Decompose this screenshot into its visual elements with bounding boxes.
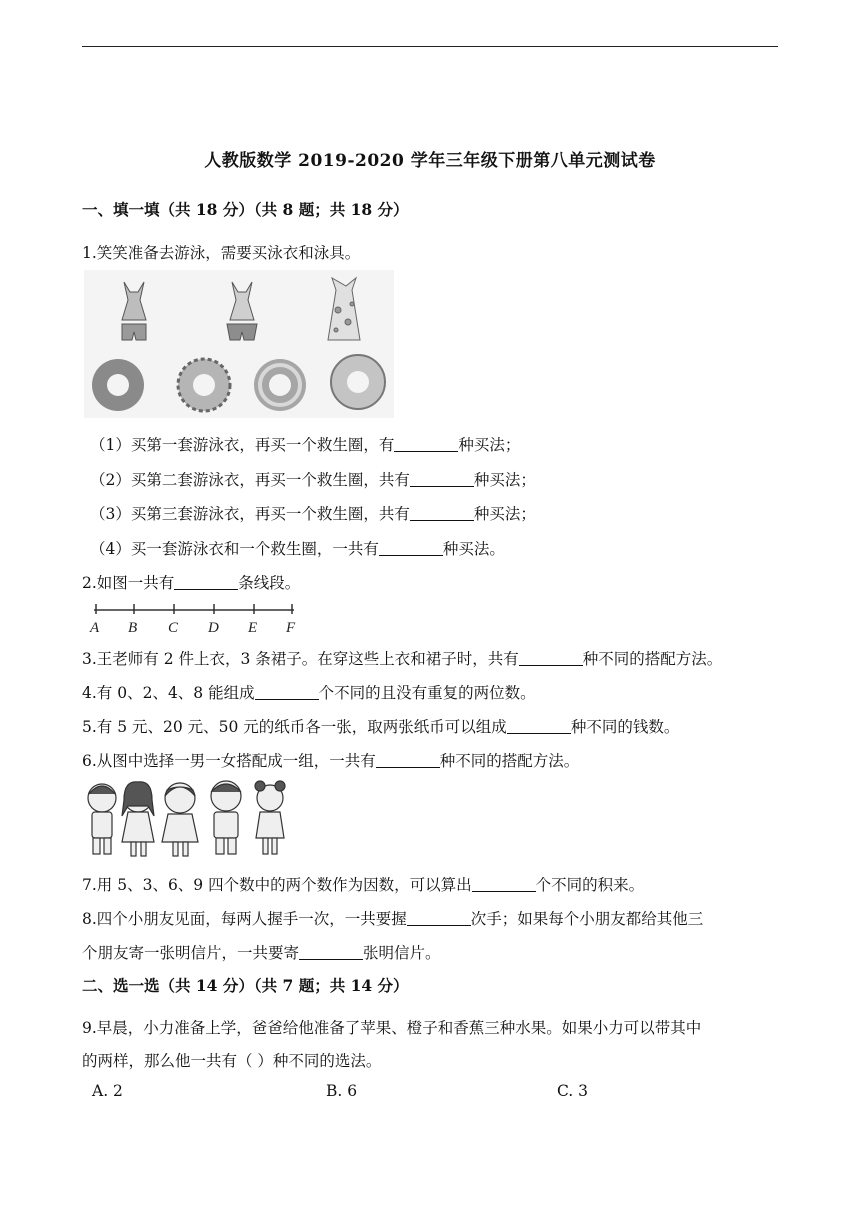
point-label: D bbox=[208, 620, 219, 636]
q1-sub-1: （1）买第一套游泳衣，再买一个救生圈，有 种买法； bbox=[90, 436, 521, 454]
swim-ring-4 bbox=[331, 355, 385, 409]
girl-3 bbox=[255, 781, 285, 854]
answer-blank[interactable] bbox=[410, 471, 474, 488]
section-2-heading: 二、选一选（共 14 分）（共 7 题；共 14 分） bbox=[82, 976, 409, 995]
line-segment-diagram bbox=[86, 600, 302, 638]
q1-sub-2: （2）买第二套游泳衣，再买一个救生圈，共有 种买法； bbox=[90, 471, 536, 489]
answer-blank[interactable] bbox=[299, 944, 363, 961]
section-1-heading: 一、填一填（共 18 分）（共 8 题；共 18 分） bbox=[82, 200, 409, 219]
answer-blank[interactable] bbox=[472, 876, 536, 893]
answer-blank[interactable] bbox=[410, 505, 474, 522]
swim-ring-2 bbox=[178, 359, 230, 411]
q3: 3.王老师有 2 件上衣，3 条裙子。在穿这些上衣和裙子时，共有 种不同的搭配方法。 bbox=[82, 650, 723, 668]
point-label: B bbox=[128, 620, 138, 636]
q1-sub-3: （3）买第三套游泳衣，再买一个救生圈，共有 种买法； bbox=[90, 505, 536, 523]
boy-2 bbox=[211, 781, 241, 854]
q5: 5.有 5 元、20 元、50 元的纸币各一张，取两张纸币可以组成 种不同的钱数。 bbox=[82, 718, 680, 736]
point-label: A bbox=[90, 620, 100, 636]
children-picture bbox=[80, 776, 300, 860]
answer-blank[interactable] bbox=[407, 910, 471, 927]
q9-line-2: 的两样，那么他一共有（ ）种不同的选法。 bbox=[82, 1052, 382, 1070]
answer-blank[interactable] bbox=[376, 752, 440, 769]
swimwear-picture bbox=[84, 270, 394, 418]
point-label: E bbox=[248, 620, 258, 636]
answer-blank[interactable] bbox=[394, 436, 458, 453]
swim-ring-1 bbox=[92, 359, 144, 411]
swim-ring-3 bbox=[254, 359, 306, 411]
q2: 2.如图一共有 条线段。 bbox=[82, 574, 301, 592]
answer-blank[interactable] bbox=[379, 540, 443, 557]
girl-2 bbox=[162, 783, 198, 856]
q9-option-b[interactable]: B. 6 bbox=[326, 1082, 358, 1100]
q6: 6.从图中选择一男一女搭配成一组，一共有 种不同的搭配方法。 bbox=[82, 752, 580, 770]
q9-line-1: 9.早晨，小力准备上学，爸爸给他准备了苹果、橙子和香蕉三种水果。如果小力可以带其中 bbox=[82, 1019, 702, 1037]
q1-stem: 1.笑笑准备去游泳，需要买泳衣和泳具。 bbox=[82, 244, 361, 262]
point-label: F bbox=[286, 620, 296, 636]
girl-1 bbox=[122, 782, 154, 856]
q8-line-1: 8.四个小朋友见面，每两人握手一次，一共要握 次手；如果每个小朋友都给其他三 bbox=[82, 910, 704, 928]
answer-blank[interactable] bbox=[255, 684, 319, 701]
q9-option-c[interactable]: C. 3 bbox=[557, 1082, 589, 1100]
answer-blank[interactable] bbox=[174, 574, 238, 591]
q4: 4.有 0、2、4、8 能组成 个不同的且没有重复的两位数。 bbox=[82, 684, 536, 702]
q7: 7.用 5、3、6、9 四个数中的两个数作为因数，可以算出 个不同的积来。 bbox=[82, 876, 645, 894]
q9-option-a[interactable]: A. 2 bbox=[92, 1082, 123, 1100]
boy-1 bbox=[88, 784, 116, 854]
page-title: 人教版数学 2019-2020 学年三年级下册第八单元测试卷 bbox=[204, 151, 656, 171]
point-label: C bbox=[168, 620, 179, 636]
q1-sub-4: （4）买一套游泳衣和一个救生圈，一共有 种买法。 bbox=[90, 540, 505, 558]
answer-blank[interactable] bbox=[507, 718, 571, 735]
answer-blank[interactable] bbox=[519, 650, 583, 667]
q8-line-2: 个朋友寄一张明信片，一共要寄 张明信片。 bbox=[82, 944, 441, 962]
header-rule bbox=[82, 46, 778, 47]
